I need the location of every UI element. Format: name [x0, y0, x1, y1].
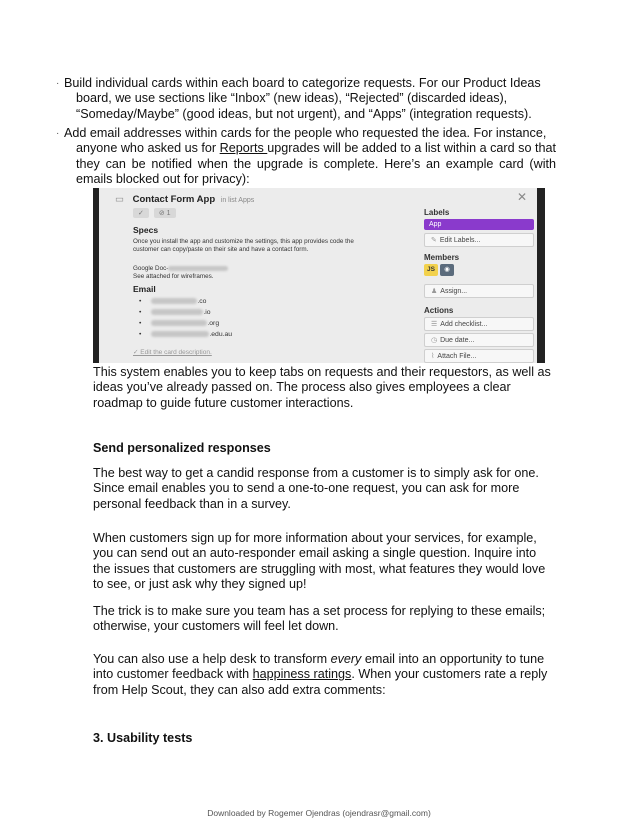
trello-card-screenshot	[93, 188, 545, 363]
bullet-marker: ·	[56, 128, 60, 139]
help-desk-text-mid: email into an opportunity to tune into customer feedback with	[93, 652, 545, 682]
person-icon: ♟	[431, 288, 438, 295]
actions-heading: Actions	[424, 306, 454, 315]
bullet-text-before: anyone who asked us for	[76, 141, 220, 156]
bullet-item-emails	[56, 126, 556, 188]
email-item: • .org	[139, 320, 220, 327]
checkmark-icon: ✓	[133, 208, 149, 218]
avatar[interactable]: JS	[424, 264, 438, 276]
label-app[interactable]: App	[424, 219, 534, 230]
email-list	[139, 298, 232, 342]
paperclip-icon: ⌇	[431, 353, 435, 360]
download-footer: Downloaded by Rogemer Ojendras (ojendrasr@gmail.com)	[207, 808, 431, 818]
paragraph-system: This system enables you to keep tabs on requests and their requestors, as well as ideas you’ve already passed on. The process also gives employees a clear roadmap to guide future customer interactions.	[93, 365, 551, 410]
google-doc-label: Google Doc-	[133, 265, 169, 272]
redacted-email	[151, 320, 207, 326]
due-date-button[interactable]	[424, 333, 534, 347]
email-item: • .edu.au	[139, 331, 233, 338]
bullet-text-line1: Build individual cards within each board to categorize requests. For our Product Ideas	[64, 76, 541, 90]
section-heading-usability: 3. Usability tests	[93, 731, 193, 745]
card-icon: ▭	[115, 194, 124, 205]
redacted-email	[151, 331, 209, 337]
specs-heading: Specs	[133, 225, 159, 235]
emphasis-every: every	[330, 652, 362, 666]
close-icon[interactable]: ✕	[516, 190, 527, 204]
pencil-icon: ✎	[431, 237, 437, 244]
bullet-text-line1: Add email addresses within cards for the people who requested the idea. For instance,	[64, 126, 547, 140]
paragraph-help-desk	[93, 652, 553, 698]
card-title-row	[115, 194, 254, 205]
redacted-email	[151, 309, 203, 315]
bullet-text-after: upgrades will be added to a list within a card so that they can be notified when the upgrade is complete. Here’s an example card (with emails blocked out for privacy):	[76, 141, 556, 187]
attach-file-button[interactable]	[424, 349, 534, 363]
redacted-email	[151, 298, 197, 304]
card-sidebar	[424, 208, 534, 363]
paragraph-candid-response: The best way to get a candid response from a customer is to simply ask for one. Since email enables you to send a one-to-one request, you can ask for more personal feedback than in a survey.	[93, 466, 539, 511]
redacted-link	[168, 266, 228, 271]
email-heading: Email	[133, 284, 156, 294]
email-domain: .org	[207, 320, 220, 327]
email-domain: .edu.au	[209, 331, 233, 338]
due-date-label: Due date...	[440, 337, 475, 344]
avatar-photo[interactable]: ◉	[440, 264, 454, 276]
add-checklist-label: Add checklist...	[440, 321, 488, 328]
bullet-text-rest: board, we use sections like “Inbox” (new ideas), “Rejected” (discarded ideas), “Someday/Maybe” (good ideas, but not urgent), and “Apps” (integration requests).	[76, 91, 532, 121]
edit-description-link[interactable]: ✓ Edit the card description.	[133, 349, 212, 356]
assign-button[interactable]	[424, 284, 534, 298]
specs-text: Once you install the app and customize the settings, this app provides code the customer can copy/paste on their site and have a contact form.	[133, 238, 354, 253]
email-domain: .io	[203, 309, 211, 316]
edit-labels-button[interactable]	[424, 233, 534, 247]
happiness-ratings-link[interactable]: happiness ratings	[252, 667, 352, 682]
wireframes-note: See attached for wireframes.	[133, 273, 214, 280]
email-item: • .io	[139, 309, 211, 316]
help-desk-text-after: . When your customers rate a reply from Help Scout, they can also add extra comments:	[93, 667, 548, 697]
email-domain: .co	[197, 298, 207, 305]
bullet-text-rest	[64, 141, 556, 187]
reports-link[interactable]: Reports	[219, 141, 268, 156]
card-list-name: in list Apps	[220, 197, 255, 204]
members-heading: Members	[424, 253, 460, 262]
clock-icon: ◷	[431, 337, 438, 344]
email-item: • .co	[139, 298, 207, 305]
labels-heading: Labels	[424, 208, 450, 217]
attachment-count-badge: ⊘ 1	[154, 208, 176, 218]
help-desk-text-before: You can also use a help desk to transform	[93, 652, 331, 666]
section-heading-personalized: Send personalized responses	[93, 441, 271, 455]
paragraph-process: The trick is to make sure you team has a set process for replying to these emails; otherwise, your customers will feel let down.	[93, 604, 546, 634]
paragraph-signup: When customers sign up for more information about your services, for example, you can send out an auto-responder email asking a single question. Inquire into the issues that customers are struggling with most, what features they would love to see, or just ask why they signed up!	[93, 531, 546, 592]
checklist-icon: ☰	[431, 321, 438, 328]
edit-labels-label: Edit Labels...	[439, 237, 481, 244]
bullet-item-cards	[56, 76, 556, 122]
attach-file-label: Attach File...	[437, 353, 477, 360]
bullet-marker: ·	[56, 78, 60, 89]
google-doc-line	[133, 265, 373, 273]
add-checklist-button[interactable]	[424, 317, 534, 331]
card-badges	[133, 208, 179, 218]
card-title: Contact Form App	[132, 194, 216, 205]
assign-label: Assign...	[440, 288, 468, 295]
members-row	[424, 264, 534, 282]
